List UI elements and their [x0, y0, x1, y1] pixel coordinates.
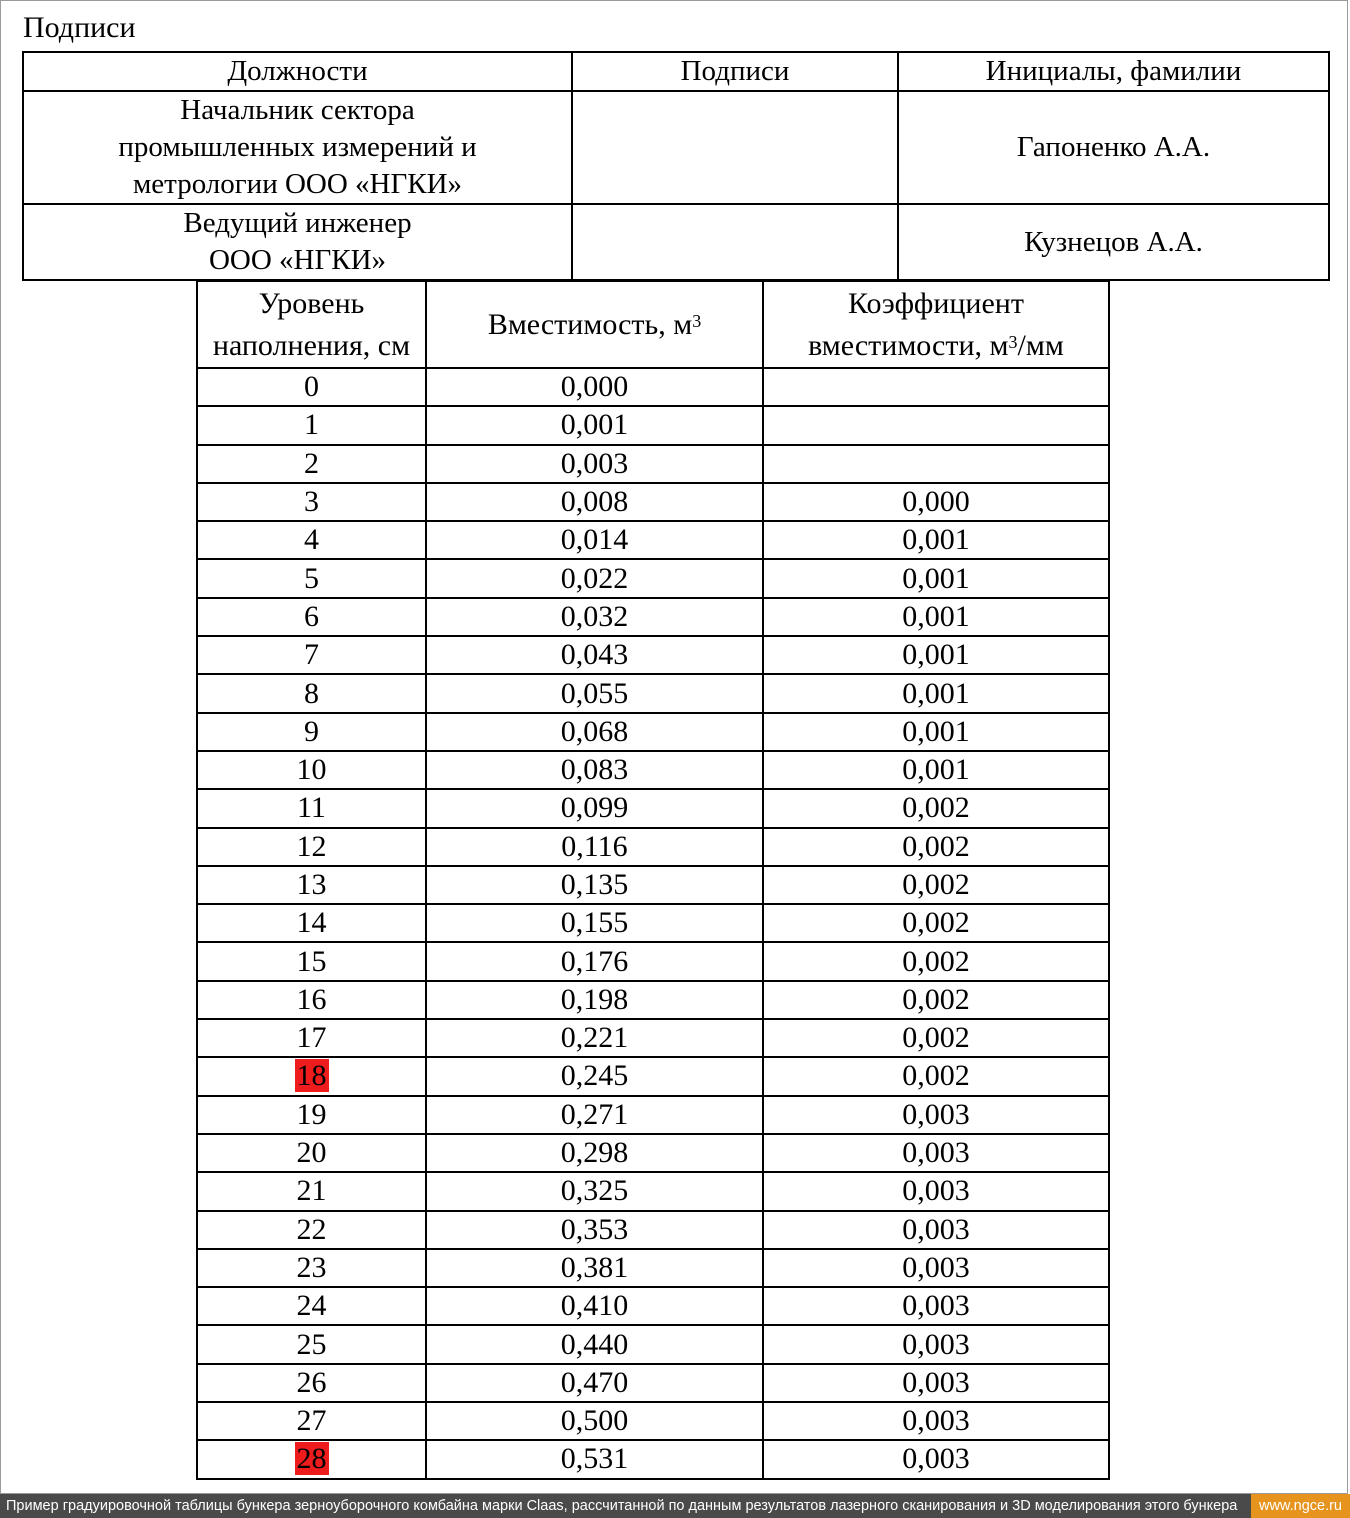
volume-cell: 0,068 [426, 713, 763, 751]
level-cell [197, 866, 426, 904]
signatures-row [23, 91, 1329, 204]
position-line: Начальник сектора [180, 94, 415, 126]
level-value: 11 [297, 791, 326, 825]
table-row [197, 674, 1109, 712]
level-value: 15 [296, 944, 327, 978]
signatures-header-row [23, 52, 1329, 91]
coefficient-cell: 0,003 [763, 1249, 1109, 1287]
volume-cell: 0,055 [426, 674, 763, 712]
header-positions: Должности [23, 52, 572, 91]
table-row [197, 789, 1109, 827]
level-value: 1 [304, 408, 319, 442]
level-cell [197, 674, 426, 712]
table-row [197, 1211, 1109, 1249]
level-cell [197, 1402, 426, 1440]
coefficient-cell: 0,001 [763, 636, 1109, 674]
volume-cell: 0,271 [426, 1096, 763, 1134]
volume-cell: 0,003 [426, 445, 763, 483]
volume-cell: 0,531 [426, 1440, 763, 1478]
header-fill-level [197, 281, 426, 368]
table-row [197, 483, 1109, 521]
coefficient-cell: 0,000 [763, 483, 1109, 521]
site-link[interactable]: www.ngce.ru [1251, 1494, 1350, 1518]
level-cell [197, 1172, 426, 1210]
coefficient-cell: 0,001 [763, 521, 1109, 559]
volume-cell: 0,325 [426, 1172, 763, 1210]
table-row [197, 713, 1109, 751]
coefficient-cell: 0,003 [763, 1440, 1109, 1478]
volume-cell: 0,032 [426, 598, 763, 636]
level-value: 16 [296, 982, 327, 1016]
level-value: 2 [304, 446, 319, 480]
volume-cell: 0,001 [426, 406, 763, 444]
coefficient-cell [763, 368, 1109, 406]
table-row [197, 598, 1109, 636]
coefficient-cell: 0,002 [763, 789, 1109, 827]
signatures-section-title: Подписи [23, 11, 136, 44]
table-row [197, 559, 1109, 597]
header-coef-text: вместимости, м [808, 328, 1009, 362]
caption-bar [0, 1494, 1350, 1518]
table-row [197, 904, 1109, 942]
level-value: 22 [296, 1212, 327, 1246]
coefficient-cell: 0,002 [763, 981, 1109, 1019]
level-value: 21 [296, 1174, 327, 1208]
level-cell [197, 789, 426, 827]
level-value: 27 [296, 1404, 327, 1438]
volume-cell: 0,099 [426, 789, 763, 827]
coefficient-cell: 0,003 [763, 1134, 1109, 1172]
coefficient-cell: 0,001 [763, 598, 1109, 636]
table-row [197, 1134, 1109, 1172]
table-row [197, 521, 1109, 559]
signatures-table [22, 51, 1330, 281]
coefficient-cell: 0,001 [763, 713, 1109, 751]
coefficient-cell: 0,003 [763, 1096, 1109, 1134]
volume-cell: 0,022 [426, 559, 763, 597]
level-cell [197, 1325, 426, 1363]
table-row [197, 445, 1109, 483]
coefficient-cell: 0,002 [763, 942, 1109, 980]
table-row [197, 1364, 1109, 1402]
level-value: 5 [304, 561, 319, 595]
level-cell [197, 751, 426, 789]
coefficient-cell: 0,003 [763, 1172, 1109, 1210]
coefficient-cell: 0,003 [763, 1402, 1109, 1440]
level-cell [197, 636, 426, 674]
level-value: 17 [296, 1021, 327, 1055]
volume-cell: 0,198 [426, 981, 763, 1019]
coefficient-cell: 0,001 [763, 674, 1109, 712]
level-value: 25 [296, 1327, 327, 1361]
level-cell [197, 942, 426, 980]
signature-cell [572, 204, 898, 280]
volume-cell: 0,008 [426, 483, 763, 521]
volume-cell: 0,043 [426, 636, 763, 674]
level-cell [197, 1249, 426, 1287]
header-coef-unit: /мм [1017, 328, 1064, 362]
coefficient-cell: 0,002 [763, 1019, 1109, 1057]
coefficient-cell [763, 406, 1109, 444]
level-cell [197, 904, 426, 942]
coefficient-cell: 0,003 [763, 1211, 1109, 1249]
table-row [197, 1057, 1109, 1095]
coefficient-cell: 0,003 [763, 1364, 1109, 1402]
level-value: 6 [304, 599, 319, 633]
volume-cell: 0,176 [426, 942, 763, 980]
signature-cell [572, 91, 898, 204]
position-cell [23, 204, 572, 280]
level-cell [197, 1057, 426, 1095]
calibration-header-row [197, 281, 1109, 368]
volume-cell: 0,245 [426, 1057, 763, 1095]
volume-cell: 0,135 [426, 866, 763, 904]
table-row [197, 866, 1109, 904]
level-value: 4 [304, 523, 319, 557]
table-row [197, 981, 1109, 1019]
level-cell [197, 445, 426, 483]
table-row [197, 1402, 1109, 1440]
level-value-highlighted: 18 [296, 1059, 327, 1093]
position-line: ООО «НГКИ» [208, 244, 387, 276]
level-cell [197, 1019, 426, 1057]
volume-cell: 0,440 [426, 1325, 763, 1363]
level-value-highlighted: 28 [296, 1442, 327, 1476]
coefficient-cell [763, 445, 1109, 483]
header-signatures: Подписи [572, 52, 898, 91]
header-names: Инициалы, фамилии [898, 52, 1329, 91]
level-value: 3 [304, 485, 319, 519]
table-row [197, 751, 1109, 789]
level-value: 23 [296, 1250, 327, 1284]
level-value: 8 [304, 676, 319, 710]
level-cell [197, 559, 426, 597]
position-line: промышленных измерений и [118, 131, 477, 163]
level-value: 26 [296, 1365, 327, 1399]
volume-cell: 0,000 [426, 368, 763, 406]
position-line: метрологии ООО «НГКИ» [132, 168, 463, 200]
table-row [197, 1096, 1109, 1134]
header-line: Коэффициент [848, 286, 1024, 320]
header-line: наполнения, см [212, 328, 411, 362]
level-cell [197, 713, 426, 751]
level-cell [197, 483, 426, 521]
volume-cell: 0,500 [426, 1402, 763, 1440]
volume-cell: 0,353 [426, 1211, 763, 1249]
level-value: 9 [304, 714, 319, 748]
level-cell [197, 828, 426, 866]
coefficient-cell: 0,002 [763, 1057, 1109, 1095]
coefficient-cell: 0,001 [763, 751, 1109, 789]
caption-text: Пример градуировочной таблицы бункера зерноуборочного комбайна марки Claas, рассчитанной по данным результатов лазерного сканирования и 3D моделирования этого бункера [6, 1498, 1238, 1514]
header-volume-text: Вместимость, м [487, 307, 693, 341]
volume-cell: 0,410 [426, 1287, 763, 1325]
name-cell: Гапоненко А.А. [898, 91, 1329, 204]
level-cell [197, 1287, 426, 1325]
volume-cell: 0,298 [426, 1134, 763, 1172]
header-line [764, 325, 1108, 367]
table-row [197, 1440, 1109, 1478]
header-coefficient [763, 281, 1109, 368]
volume-cell: 0,155 [426, 904, 763, 942]
table-row [197, 1019, 1109, 1057]
table-row [197, 942, 1109, 980]
level-cell [197, 1096, 426, 1134]
coefficient-cell: 0,001 [763, 559, 1109, 597]
header-volume-sup: 3 [692, 310, 702, 331]
level-cell [197, 406, 426, 444]
position-cell [23, 91, 572, 204]
level-cell [197, 1134, 426, 1172]
table-row [197, 1287, 1109, 1325]
level-value: 14 [296, 906, 327, 940]
table-row [197, 1325, 1109, 1363]
volume-cell: 0,470 [426, 1364, 763, 1402]
volume-cell: 0,083 [426, 751, 763, 789]
coefficient-cell: 0,002 [763, 904, 1109, 942]
table-row [197, 636, 1109, 674]
coefficient-cell: 0,003 [763, 1287, 1109, 1325]
level-value: 20 [296, 1136, 327, 1170]
level-cell [197, 1364, 426, 1402]
level-value: 19 [296, 1097, 327, 1131]
table-row [197, 828, 1109, 866]
signatures-row [23, 204, 1329, 280]
calibration-table [196, 280, 1110, 1480]
level-value: 13 [296, 868, 327, 901]
table-row [197, 406, 1109, 444]
header-coef-sup: 3 [1008, 331, 1018, 352]
level-value: 10 [296, 753, 327, 787]
coefficient-cell: 0,003 [763, 1325, 1109, 1363]
level-cell [197, 1440, 426, 1478]
header-volume [426, 281, 763, 368]
name-cell: Кузнецов А.А. [898, 204, 1329, 280]
calibration-body [197, 368, 1109, 1479]
position-line: Ведущий инженер [183, 207, 412, 239]
table-row [197, 1172, 1109, 1210]
volume-cell: 0,116 [426, 828, 763, 866]
level-value: 12 [296, 829, 327, 863]
level-cell [197, 521, 426, 559]
level-cell [197, 981, 426, 1019]
table-row [197, 368, 1109, 406]
coefficient-cell: 0,002 [763, 828, 1109, 866]
coefficient-cell: 0,002 [763, 866, 1109, 904]
level-cell [197, 598, 426, 636]
level-cell [197, 1211, 426, 1249]
level-cell [197, 368, 426, 406]
volume-cell: 0,221 [426, 1019, 763, 1057]
level-value: 0 [304, 370, 319, 404]
header-line: Уровень [258, 286, 365, 320]
level-value: 7 [304, 638, 319, 672]
table-row [197, 1249, 1109, 1287]
volume-cell: 0,381 [426, 1249, 763, 1287]
level-value: 24 [296, 1289, 327, 1323]
volume-cell: 0,014 [426, 521, 763, 559]
